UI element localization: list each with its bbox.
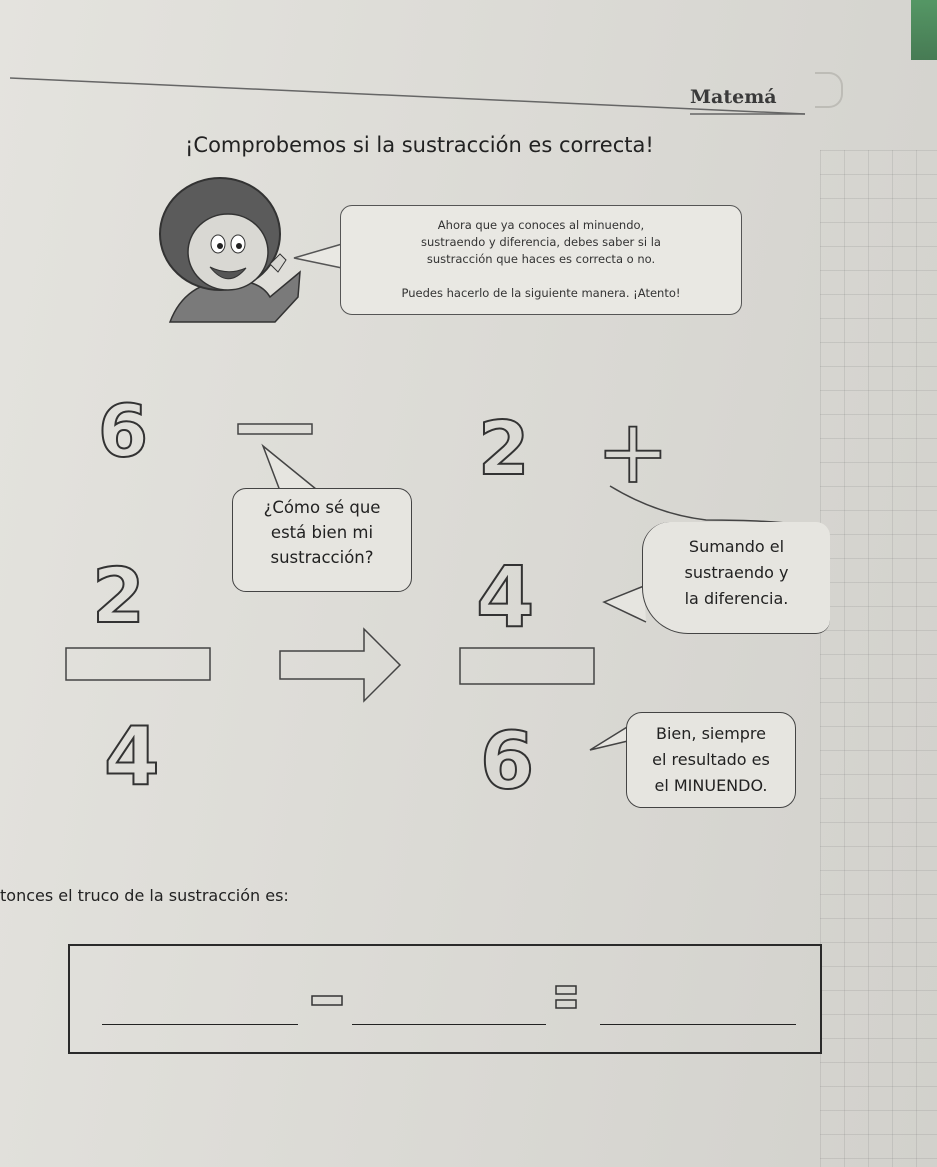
graph-paper-grid: [820, 150, 937, 1167]
trick-minus-sign: [308, 990, 348, 1014]
right-arrow-icon: [276, 625, 406, 705]
result-line: Bien, siempre: [655, 724, 766, 743]
blank-minuend[interactable]: [102, 1024, 298, 1025]
hint-line: sustraendo y: [684, 563, 789, 582]
addend-2-digit: [476, 556, 606, 636]
child-illustration: [150, 172, 305, 332]
difference-digit: [104, 718, 224, 793]
sum-digit: [480, 722, 590, 796]
result-line: el resultado es: [652, 750, 770, 769]
header-title: Matemá: [690, 86, 777, 108]
svg-text:6: 6: [98, 398, 149, 463]
blank-subtrahend[interactable]: [352, 1024, 546, 1025]
svg-text:+: +: [596, 414, 670, 490]
addend-1-digit: [478, 412, 588, 482]
result-line: el MINUENDO.: [654, 776, 768, 795]
question-line: ¿Cómo sé que: [263, 498, 381, 517]
answer-box: [68, 944, 822, 1054]
intro-line: Puedes hacerlo de la siguiente manera. ¡Atento!: [401, 286, 681, 300]
intro-line: Ahora que ya conoces al minuendo,: [437, 218, 645, 232]
trick-equals-sign: [552, 980, 582, 1016]
intro-speech-bubble: [340, 205, 742, 315]
intro-line: sustracción que haces es correcta o no.: [426, 252, 656, 266]
svg-text:2: 2: [478, 412, 530, 482]
question-line: sustracción?: [270, 548, 374, 567]
question-line: está bien mi: [270, 523, 374, 542]
svg-text:4: 4: [104, 718, 160, 793]
result-bubble: [626, 712, 796, 808]
hint-line: la diferencia.: [684, 589, 789, 608]
background-edge: [911, 0, 937, 60]
hint-line: Sumando el: [688, 537, 785, 556]
subtrahend-digit: [92, 560, 212, 630]
minuend-digit: [98, 398, 208, 463]
addition-result-bar: [458, 645, 598, 689]
subtraction-result-bar: [64, 645, 214, 685]
question-bubble: [232, 488, 412, 592]
page-tab-mark: [815, 72, 843, 108]
lesson-title: ¡Comprobemos si la sustracción es correcta!: [185, 133, 654, 157]
trick-label: tonces el truco de la sustracción es:: [0, 886, 289, 905]
intro-line: sustraendo y diferencia, debes saber si la: [421, 235, 661, 249]
svg-text:6: 6: [480, 722, 535, 796]
hint-bubble: [642, 522, 830, 634]
svg-text:2: 2: [92, 560, 145, 630]
svg-text:4: 4: [476, 556, 535, 636]
blank-difference[interactable]: [600, 1024, 796, 1025]
